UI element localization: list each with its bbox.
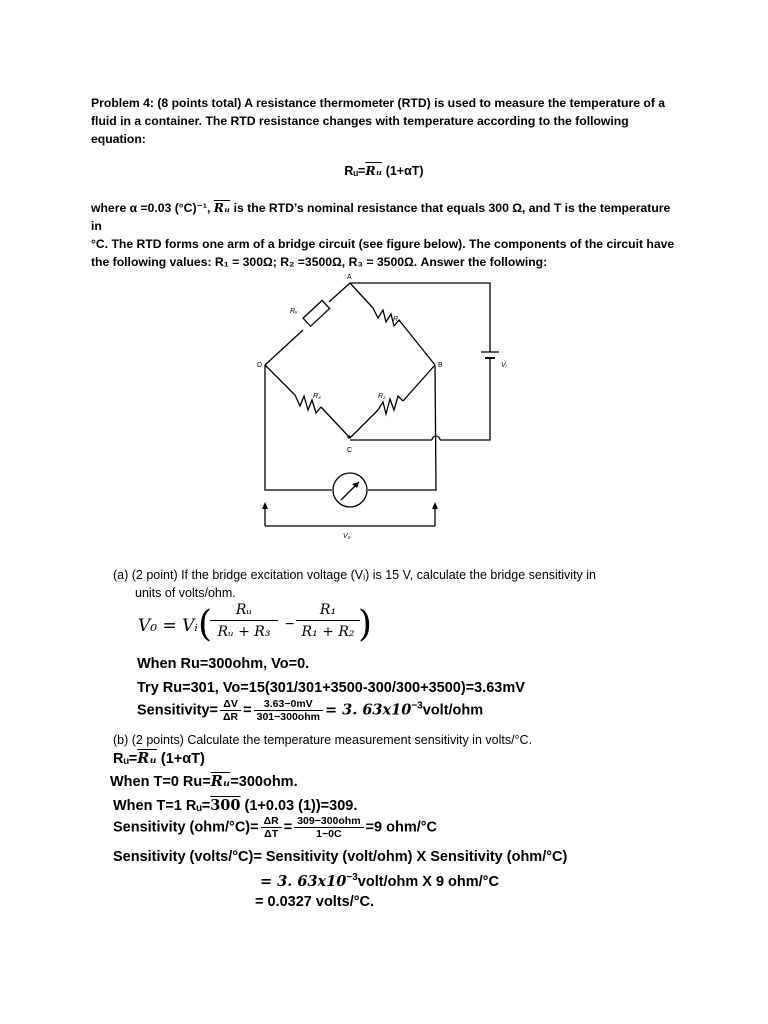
part-b-solution-1 (113, 750, 205, 767)
part-a-question (113, 566, 596, 602)
pb-s1b: (1+αT) (156, 751, 205, 767)
sens-a-label: Sensitivity= (137, 702, 218, 719)
part-a-line-1: (a) (2 point) If the bridge excitation voltage (Vᵢ) is 15 V, calculate the bridge sensitivity in (113, 568, 597, 582)
sens-a-f2d: 301−300ohm (256, 711, 320, 723)
pb-s6exp: −3 (346, 872, 358, 883)
pb-s3bar: 300 (210, 797, 241, 814)
sens-a-unit: volt/ohm (422, 702, 484, 719)
rtd-equation-rhs: (1+αT) (382, 164, 424, 178)
eq-right-paren: ) (358, 604, 373, 645)
bridge-output-equation (138, 602, 373, 648)
pb-s1a: Rᵤ= (113, 751, 138, 767)
wire-d-galvanometer (265, 365, 332, 490)
sens-a-f2n: 3.63−0mV (254, 698, 323, 711)
sens-a-frac-2 (254, 698, 323, 723)
eq-num-2: R₁ (296, 602, 360, 621)
vo-right-arrowhead (432, 502, 438, 509)
problem-line-3: equation: (91, 132, 146, 146)
wire-a-battery (350, 283, 490, 352)
where-line-1 (91, 199, 681, 235)
pb-s4-label: Sensitivity (ohm/°C)= (113, 819, 259, 836)
part-b-solution-5: Sensitivity (volts/°C)= Sensitivity (volt/ohm) X Sensitivity (ohm/°C) (113, 849, 568, 865)
pb-s2a: When T=0 Ru= (110, 774, 211, 790)
sens-a-exp: −3 (411, 700, 423, 712)
part-b-solution-2 (110, 773, 298, 790)
wire-c-r2 (350, 410, 378, 438)
part-a-sensitivity (137, 698, 483, 723)
node-c-dot (347, 435, 350, 438)
where-rbar: $\overline{Rᵤ}$ (213, 201, 231, 215)
part-a-solution-2: Try Ru=301, Vo=15(301/301+3500-300/300+3500)=3.63mV (137, 680, 525, 696)
wire-ru-a (329, 283, 350, 302)
sens-a-eq: = (243, 702, 252, 719)
vi-label: Vᵢ (501, 362, 507, 369)
pb-s4-frac-2 (294, 815, 363, 840)
eq-minus: − (285, 616, 295, 633)
vo-label: V₀ (343, 533, 351, 540)
sens-a-frac-1 (220, 698, 241, 723)
pb-s3a: When T=1 Rᵤ= (113, 798, 211, 814)
part-b-solution-4 (113, 815, 437, 840)
pb-s4-eq: = (283, 819, 293, 836)
node-a-label: A (347, 274, 352, 281)
pb-s4-val: =9 ohm/°C (365, 819, 438, 836)
wire-battery-return (440, 358, 490, 440)
node-c-label: C (347, 447, 353, 454)
pb-s4-f2d: 1−0C (316, 828, 342, 840)
pb-s4-f2n: 309−300ohm (294, 815, 363, 828)
wire-b-galvanometer (368, 365, 436, 490)
part-a-line-2: units of volts/ohm. (135, 586, 236, 600)
where-line-1b: is the RTD’s nominal resistance that equals 300 Ω, and T is the temperature in (91, 201, 671, 233)
vo-left-arrowhead (262, 502, 268, 509)
r2-label: R₂ (378, 393, 386, 400)
pb-s2bar: $\overline{Rᵤ}$ (210, 773, 231, 790)
wire-d-ru (265, 330, 303, 365)
bridge-circuit-figure (255, 270, 515, 545)
wire-d-r3 (265, 365, 295, 395)
pb-s6b: volt/ohm X 9 ohm/°C (357, 873, 499, 890)
problem-statement (91, 94, 681, 148)
pb-s6a: = 3. 63x10 (260, 872, 347, 890)
where-line-2: °C. The RTD forms one arm of a bridge circuit (see figure below). The components of the circuit have (91, 237, 675, 251)
rtd-equation (0, 163, 768, 178)
eq-den-1: Rᵤ + R₃ (217, 624, 271, 640)
sens-a-val: = 3. 63x10 (324, 701, 412, 719)
problem-line-2: fluid in a container. The RTD resistance changes with temperature according to the following (91, 114, 629, 128)
pb-s4-f1d: ΔT (264, 828, 279, 840)
wire-r1-b (399, 320, 435, 365)
eq-num-1: Rᵤ (210, 602, 278, 621)
eq-v0: V₀ = Vᵢ (138, 616, 198, 636)
wire-a-r1 (350, 283, 373, 308)
part-b-solution-6 (260, 872, 499, 890)
problem-line-1: Problem 4: (8 points total) A resistance thermometer (RTD) is used to measure the temperature of a (91, 96, 666, 110)
pb-s2b: =300ohm. (230, 774, 298, 790)
pb-s3b: (1+0.03 (1))=309. (240, 798, 358, 814)
rtd-equation-rbar: $\overline{Rᵤ}$ (365, 163, 383, 178)
wire-r2-b (403, 365, 435, 401)
pb-s4-f1n: ΔR (261, 815, 282, 828)
where-line-3: the following values: R₁ = 300Ω; R₂ =3500Ω, R₃ = 3500Ω. Answer the following: (91, 255, 548, 269)
where-line-1a: where α =0.03 (°C)⁻¹, (91, 201, 214, 215)
r1-label: R₁ (393, 316, 401, 323)
r3-label: R₃ (313, 393, 321, 400)
ru-resistor (303, 300, 330, 326)
wire-r3-c (321, 407, 350, 438)
part-b-solution-7: = 0.0327 volts/°C. (255, 894, 375, 910)
part-b-solution-3 (113, 797, 357, 814)
sens-a-f1d: ΔR (223, 711, 239, 723)
part-b-question: (b) (2 points) Calculate the temperature measurement sensitivity in volts/°C. (113, 733, 533, 747)
node-b-label: B (438, 362, 443, 369)
eq-left-paren: ( (198, 604, 213, 645)
ru-label: Rᵤ (290, 308, 298, 315)
node-d-label: D (257, 362, 263, 369)
eq-den-2: R₁ + R₂ (301, 624, 355, 640)
problem-where (91, 199, 681, 271)
pb-s1bar: $\overline{Rᵤ}$ (137, 750, 157, 767)
rtd-equation-lhs: Rᵤ= (344, 164, 366, 178)
sens-a-f1n: ΔV (220, 698, 241, 711)
part-a-solution-1: When Ru=300ohm, Vo=0. (137, 656, 310, 672)
galvanometer-icon (333, 473, 367, 507)
pb-s4-frac-1 (261, 815, 282, 840)
